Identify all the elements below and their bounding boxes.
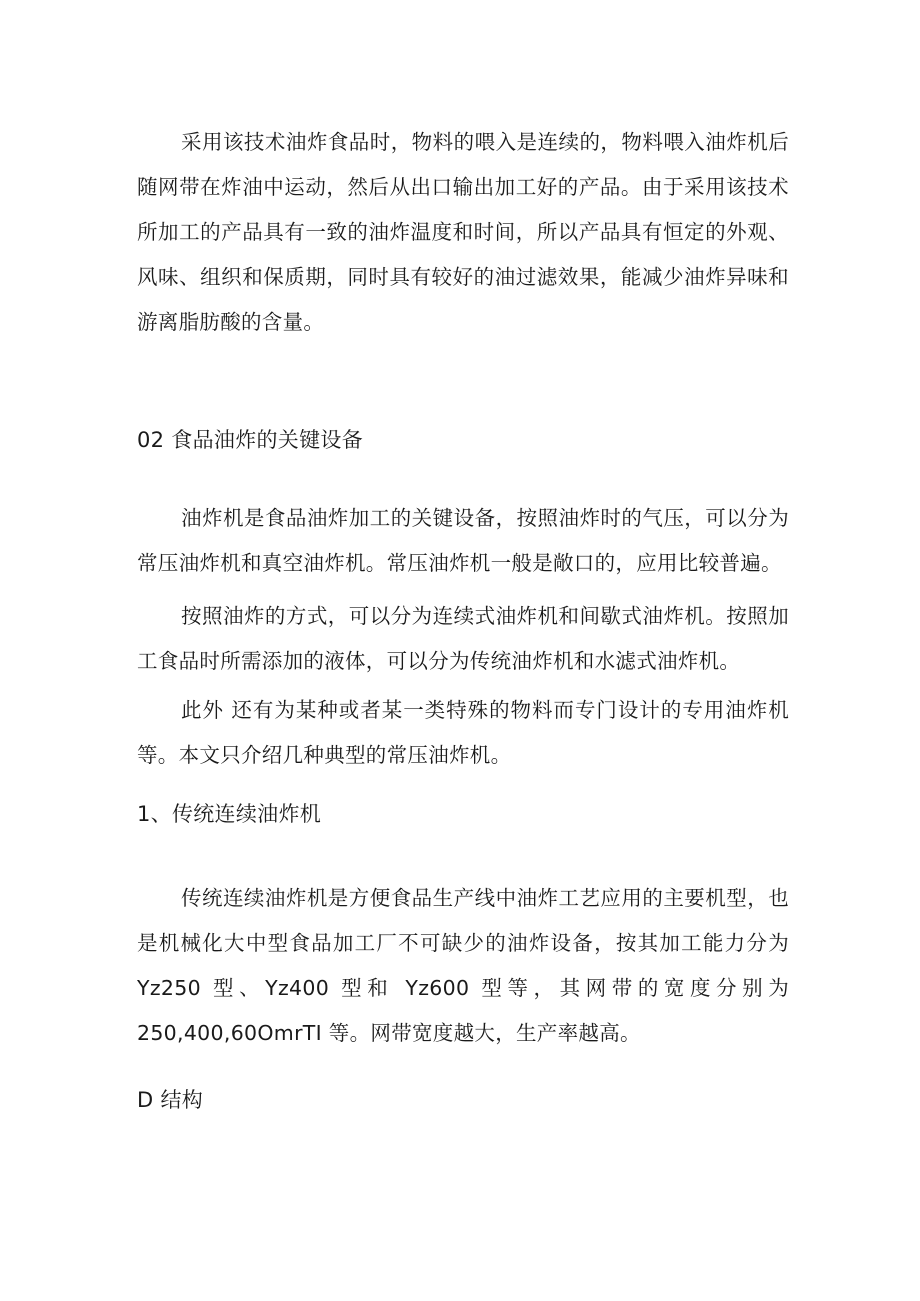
subheading-traditional-continuous-fryer: 1、传统连续油炸机	[137, 802, 322, 826]
paragraph-special-fryers: 此外 还有为某种或者某一类特殊的物料而专门设计的专用油炸机等。本文只介绍几种典型的常压油炸机。	[137, 698, 789, 767]
subheading-structure: D 结构	[137, 1088, 204, 1112]
paragraph-traditional-fryer-models: 传统连续油炸机是方便食品生产线中油炸工艺应用的主要机型，也是机械化大中型食品加工厂不可缺少的油炸设备，按其加工能力分为 Yz250 型、Yz400 型和 Yz600 型等，其网带的宽度分别为 250,400,60OmrTI 等。网带宽度越大，生产率越高。	[137, 886, 789, 1045]
paragraph-continuous-frying: 采用该技术油炸食品时，物料的喂入是连续的，物料喂入油炸机后随网带在炸油中运动，然后从出口输出加工好的产品。由于采用该技术所加工的产品具有一致的油炸温度和时间，所以产品具有恒定的外观、风味、组织和保质期，同时具有较好的油过滤效果，能减少油炸异味和游离脂肪酸的含量。	[137, 130, 789, 334]
section-heading-key-equipment: 02 食品油炸的关键设备	[137, 428, 363, 452]
paragraph-fryer-types-method: 按照油炸的方式，可以分为连续式油炸机和间歇式油炸机。按照加工食品时所需添加的液体，可以分为传统油炸机和水滤式油炸机。	[137, 604, 789, 673]
paragraph-fryer-types-pressure: 油炸机是食品油炸加工的关键设备，按照油炸时的气压，可以分为常压油炸机和真空油炸机。常压油炸机一般是敞口的，应用比较普遍。	[137, 506, 789, 575]
